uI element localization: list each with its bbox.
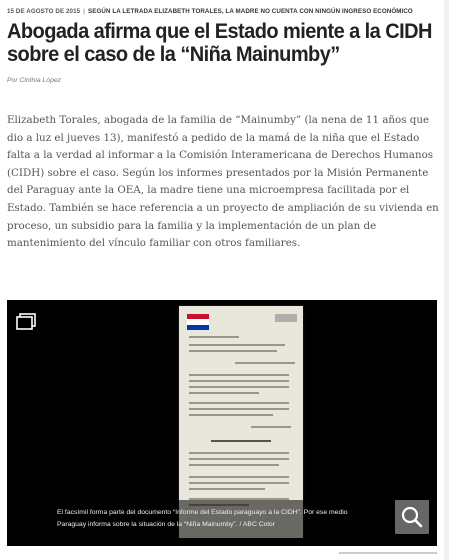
zoom-button[interactable] xyxy=(395,500,429,534)
scrollbar[interactable] xyxy=(444,0,449,560)
article-meta xyxy=(7,8,437,15)
article-title: Abogada afirma que el Estado miente a la CIDH sobre el caso de la “Niña Mainumby” xyxy=(7,19,432,66)
flag-icon xyxy=(187,314,209,330)
article-media xyxy=(7,300,437,546)
magnifier-icon xyxy=(395,500,429,534)
article-kicker: SEGÚN LA LETRADA ELIZABETH TORALES, LA MADRE NO CUENTA CON NINGÚN INGRESO ECONÓMICO xyxy=(88,8,413,15)
article-body: Elizabeth Torales, abogada de la familia de “Mainumby” (la nena de 11 años que dio a luz el jueves 13), manifestó a pedido de la mamá de la niña que el Estado falta a la verdad al informar a la Comisión Interamericana de Derechos Humanos (CIDH) sobre el caso. Según los informes presentados por la Misión Permanente del Paraguay ante la OEA, la madre tiene una microempresa facilitada por el Estado. También se hace referencia a un proyecto de ampliación de su vivienda en proceso, un subsidio para la familia y la implementación de un plan de mantenimiento del vínculo familiar con otros familiares. xyxy=(7,114,439,250)
caption-line: Paraguay informa sobre la situación de la “Niña Mainumby”. / ABC Color xyxy=(57,520,275,528)
seal-icon xyxy=(275,314,297,322)
image-caption xyxy=(7,500,389,542)
caption-line: El facsímil forma parte del documento “Informe del Estado paraguayo a la CIDH”. Por ese medio xyxy=(57,509,348,516)
article-byline: Por Cinthia López xyxy=(7,77,62,84)
meta-separator: | xyxy=(83,8,86,15)
gallery-icon[interactable] xyxy=(16,313,36,330)
divider xyxy=(339,552,437,554)
article-date: 15 DE AGOSTO DE 2015 xyxy=(7,8,81,15)
